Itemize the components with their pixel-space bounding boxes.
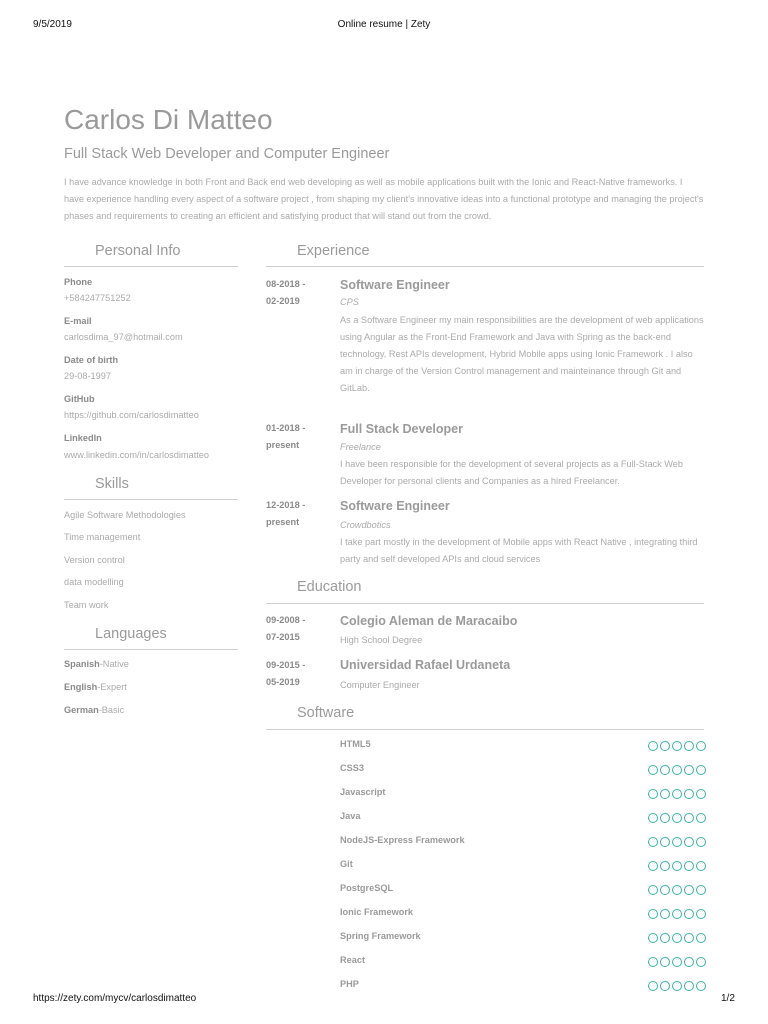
rating-dot-icon [696,861,706,871]
rating-dot-icon [648,957,658,967]
rating-dot-icon [648,933,658,943]
software-rating [648,933,706,943]
software-rating [648,909,706,919]
rating-dot-icon [660,861,670,871]
rating-dot-icon [684,933,694,943]
resume-name: Carlos Di Matteo [64,104,273,135]
skill-item: Version control [64,555,125,565]
experience-heading: Experience [297,243,370,259]
rating-dot-icon [672,765,682,775]
experience-date: 12-2018 - present [266,500,306,527]
experience-org: Crowdbotics [340,520,391,530]
software-name: Ionic Framework [340,907,414,917]
rating-dot-icon [684,909,694,919]
phone-label: Phone [64,277,93,287]
phone-value: +584247751252 [64,293,131,303]
education-school: Universidad Rafael Urdaneta [340,658,511,672]
rating-dot-icon [684,741,694,751]
rating-dot-icon [684,885,694,895]
rating-dot-icon [696,741,706,751]
rating-dot-icon [672,861,682,871]
personal-info-divider [64,266,238,267]
software-rating [648,741,706,751]
software-name: PostgreSQL [340,883,394,893]
languages-heading: Languages [95,626,167,642]
software-rating [648,765,706,775]
experience-desc: I take part mostly in the development of Mobile apps with React Native , integrating third party and self developed APIs and cloud services [340,537,698,564]
software-name: Spring Framework [340,931,421,941]
rating-dot-icon [648,789,658,799]
rating-dot-icon [648,741,658,751]
linkedin-label: LinkedIn [64,433,102,443]
skill-item: data modelling [64,577,124,587]
education-degree: Computer Engineer [340,680,420,690]
rating-dot-icon [672,789,682,799]
linkedin-link[interactable]: www.linkedin.com/in/carlosdimatteo [64,450,210,460]
rating-dot-icon [648,981,658,991]
rating-dot-icon [672,933,682,943]
software-rating [648,861,706,871]
rating-dot-icon [648,909,658,919]
skill-item: Team work [64,600,109,610]
experience-date: 08-2018 - 02-2019 [266,279,306,306]
rating-dot-icon [696,813,706,823]
education-divider [266,603,704,604]
rating-dot-icon [696,933,706,943]
software-heading: Software [297,705,355,721]
skill-item: Agile Software Methodologies [64,510,186,520]
rating-dot-icon [672,909,682,919]
rating-dot-icon [660,885,670,895]
experience-org: CPS [340,297,359,307]
rating-dot-icon [660,813,670,823]
rating-dot-icon [648,885,658,895]
rating-dot-icon [684,837,694,847]
print-title: Online resume | Zety [337,19,431,30]
resume-summary: I have advance knowledge in both Front and Back end web developing as well as mobile applications built with the Ionic and React-Native frameworks. I have experience handling every aspect of a software project , from shaping my client's innovative ideas into a functional prototype and managing the project's phases and requirements to creating an efficient and satisfying product that will stand out from the crowd. [64,177,704,221]
dob-label: Date of birth [64,355,119,365]
rating-dot-icon [660,789,670,799]
experience-desc: As a Software Engineer my main responsibilities are the development of web applications using Angular as the Front-End Framework and Java with Spring as the back-end technology, Rest APIs development, Hybrid Mobile apps using Ionic Framework . I also am in charge of the Version Control management and mainteinance through Git and GitLab. [340,315,704,393]
education-date: 09-2015 - 05-2019 [266,660,306,687]
experience-title: Software Engineer [340,499,450,513]
experience-desc: I have been responsible for the development of several projects as a Full-Stack Web Developer for personal clients and Companies as a hired Freelancer. [340,459,684,486]
software-name: Git [340,859,353,869]
rating-dot-icon [696,765,706,775]
software-divider [266,729,704,730]
personal-info-heading: Personal Info [95,243,181,259]
experience-org: Freelance [340,442,381,452]
rating-dot-icon [672,741,682,751]
software-rating [648,885,706,895]
rating-dot-icon [660,741,670,751]
language-item: German-Basic [64,705,125,715]
dob-value: 29-08-1997 [64,371,111,381]
print-url[interactable]: https://zety.com/mycv/carlosdimatteo [33,993,197,1004]
rating-dot-icon [696,957,706,967]
experience-title: Full Stack Developer [340,422,463,436]
rating-dot-icon [648,861,658,871]
rating-dot-icon [660,933,670,943]
skills-divider [64,499,238,500]
software-name: Javascript [340,787,386,797]
software-name: PHP [340,979,359,989]
software-name: HTML5 [340,739,371,749]
rating-dot-icon [672,981,682,991]
github-label: GitHub [64,394,95,404]
rating-dot-icon [684,861,694,871]
rating-dot-icon [696,981,706,991]
software-rating [648,957,706,967]
rating-dot-icon [660,765,670,775]
software-rating [648,813,706,823]
software-rating [648,981,706,991]
rating-dot-icon [660,957,670,967]
rating-dot-icon [660,981,670,991]
education-school: Colegio Aleman de Maracaibo [340,614,518,628]
rating-dot-icon [648,813,658,823]
rating-dot-icon [684,981,694,991]
language-item: Spanish-Native [64,659,129,669]
rating-dot-icon [684,765,694,775]
rating-dot-icon [672,957,682,967]
experience-date: 01-2018 - present [266,423,306,450]
experience-title: Software Engineer [340,278,450,292]
resume-role: Full Stack Web Developer and Computer Engineer [64,146,390,162]
rating-dot-icon [696,909,706,919]
rating-dot-icon [684,957,694,967]
rating-dot-icon [684,789,694,799]
rating-dot-icon [660,837,670,847]
rating-dot-icon [696,885,706,895]
email-label: E-mail [64,316,92,326]
print-page-number: 1/2 [721,993,735,1004]
skill-item: Time management [64,532,141,542]
software-name: NodeJS-Express Framework [340,835,465,845]
rating-dot-icon [696,789,706,799]
language-item: English-Expert [64,682,127,692]
software-rating [648,789,706,799]
rating-dot-icon [648,765,658,775]
skills-heading: Skills [95,476,129,492]
education-heading: Education [297,579,362,595]
languages-divider [64,649,238,650]
education-date: 09-2008 - 07-2015 [266,615,306,642]
software-name: CSS3 [340,763,365,773]
rating-dot-icon [672,837,682,847]
rating-dot-icon [648,837,658,847]
rating-dot-icon [672,813,682,823]
print-date: 9/5/2019 [33,19,72,30]
rating-dot-icon [696,837,706,847]
github-link[interactable]: https://github.com/carlosdimatteo [64,410,199,420]
software-name: Java [340,811,361,821]
rating-dot-icon [684,813,694,823]
email-value[interactable]: carlosdima_97@hotmail.com [64,332,183,342]
experience-divider [266,266,704,267]
rating-dot-icon [672,885,682,895]
education-degree: High School Degree [340,635,423,645]
software-name: React [340,955,366,965]
rating-dot-icon [660,909,670,919]
software-rating [648,837,706,847]
